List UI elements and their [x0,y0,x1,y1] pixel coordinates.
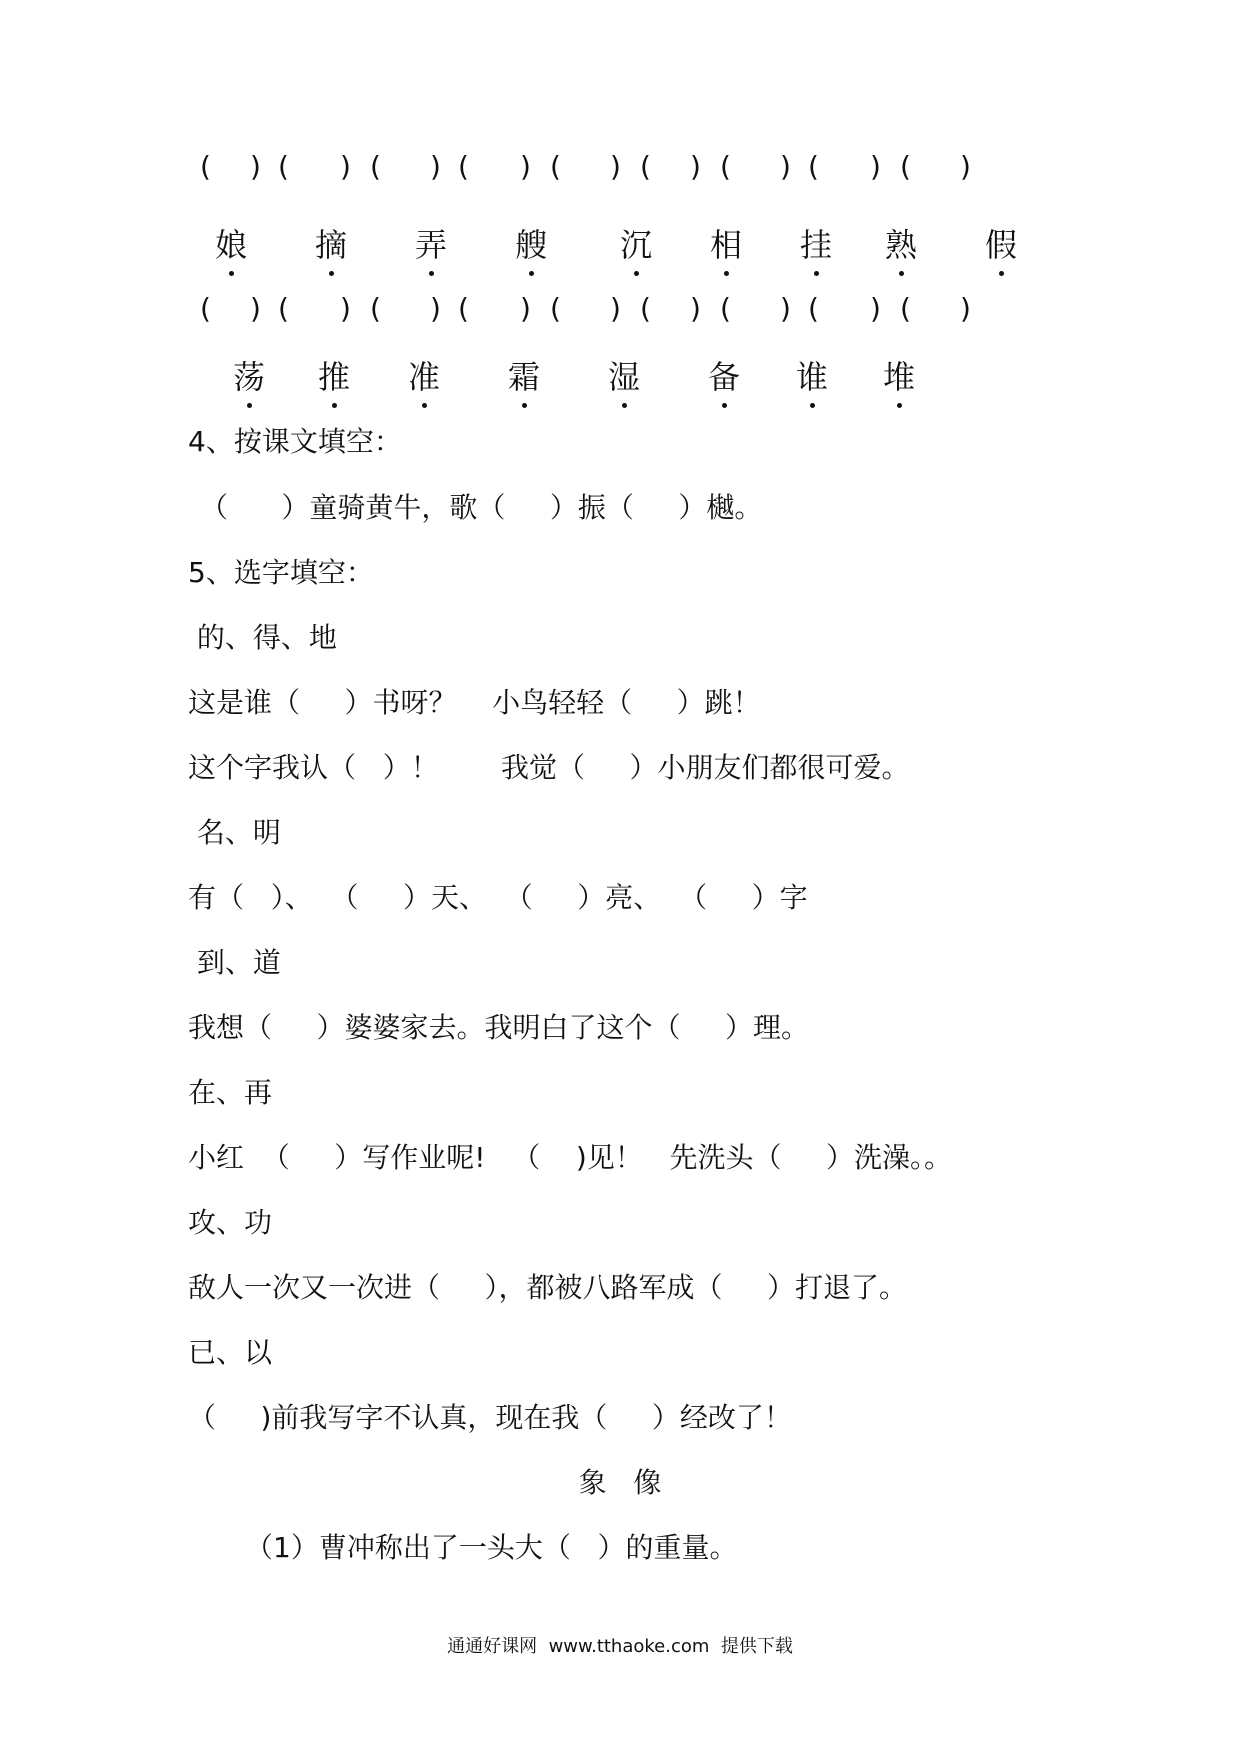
bracket-open: ( [278,150,289,183]
bracket-open: ( [808,292,819,325]
dotted-character: 霜 [508,352,540,398]
dotted-character: 堆 [883,352,915,398]
dotted-character: 摘 [315,220,347,266]
dotted-character: 弄 [415,220,447,266]
pinyin-bracket-row-2 [200,292,1060,332]
dotted-character: 艘 [515,220,547,266]
bracket-close: ) [250,150,261,183]
exercise-line: 有（ ）、 （ ）天、 （ ）亮、 （ ）字 [188,881,808,914]
bracket-close: ) [610,150,621,183]
question-5-title: 5、选字填空： [188,556,374,589]
bracket-close: ) [870,150,881,183]
bracket-close: ) [430,150,441,183]
bracket-close: ) [960,150,971,183]
page-footer: 通通好课网 www.tthaoke.com 提供下载 [447,1636,793,1657]
bracket-open: ( [550,292,561,325]
dotted-character: 荡 [233,352,265,398]
dotted-character-row-2 [233,352,1133,402]
dotted-character: 相 [710,220,742,266]
exercise-line: 这个字我认（ ）！ 我觉（ ）小朋友们都很可爱。 [188,751,910,784]
exercise-line: 小红 （ ）写作业呢! （ )见！ 先洗头（ ）洗澡。。 [188,1141,952,1174]
exercise-line: （ )前我写字不认真，现在我（ ）经改了！ [188,1401,792,1434]
exercise-line: 这是谁（ ）书呀？ 小鸟轻轻（ ）跳！ [188,686,761,719]
bracket-open: ( [900,150,911,183]
bracket-close: ) [870,292,881,325]
dotted-character: 谁 [796,352,828,398]
exercise-line: 敌人一次又一次进（ ），都被八路军成（ ）打退了。 [188,1271,908,1304]
dotted-character: 准 [408,352,440,398]
bracket-close: ) [340,292,351,325]
option-group-dao: 到、道 [188,946,281,979]
exercise-line: （1）曹冲称出了一头大（ ）的重量。 [245,1531,738,1564]
bracket-open: ( [720,292,731,325]
dotted-character: 挂 [800,220,832,266]
bracket-open: ( [720,150,731,183]
bracket-open: ( [370,292,381,325]
bracket-close: ) [780,150,791,183]
question-4-title: 4、按课文填空： [188,425,402,458]
bracket-close: ) [520,292,531,325]
bracket-open: ( [550,150,561,183]
option-group-gong: 攻、功 [188,1206,273,1239]
word-pair-heading: 象 像 [578,1466,662,1499]
dotted-character: 推 [318,352,350,398]
option-group-zai: 在、再 [188,1076,273,1109]
bracket-open: ( [808,150,819,183]
bracket-close: ) [780,292,791,325]
dotted-character-row-1 [215,220,1115,270]
bracket-open: ( [200,292,211,325]
pinyin-bracket-row-1 [200,150,1060,190]
bracket-open: ( [900,292,911,325]
bracket-close: ) [960,292,971,325]
option-group-de: 的、得、地 [188,621,337,654]
dotted-character: 熟 [885,220,917,266]
bracket-open: ( [370,150,381,183]
bracket-close: ) [520,150,531,183]
bracket-open: ( [200,150,211,183]
dotted-character: 假 [985,220,1017,266]
bracket-open: ( [458,150,469,183]
bracket-close: ) [250,292,261,325]
bracket-close: ) [690,150,701,183]
dotted-character: 沉 [620,220,652,266]
bracket-close: ) [690,292,701,325]
exercise-line: 我想（ ）婆婆家去。我明白了这个（ ）理。 [188,1011,810,1044]
bracket-open: ( [278,292,289,325]
dotted-character: 湿 [608,352,640,398]
option-group-yi: 已、以 [188,1336,273,1369]
bracket-open: ( [640,150,651,183]
bracket-open: ( [458,292,469,325]
bracket-close: ) [340,150,351,183]
bracket-close: ) [610,292,621,325]
question-4-line: （ ）童骑黄牛，歌（ ）振（ ）樾。 [200,491,763,524]
dotted-character: 娘 [215,220,247,266]
option-group-ming: 名、明 [188,816,281,849]
bracket-close: ) [430,292,441,325]
bracket-open: ( [640,292,651,325]
dotted-character: 备 [708,352,740,398]
